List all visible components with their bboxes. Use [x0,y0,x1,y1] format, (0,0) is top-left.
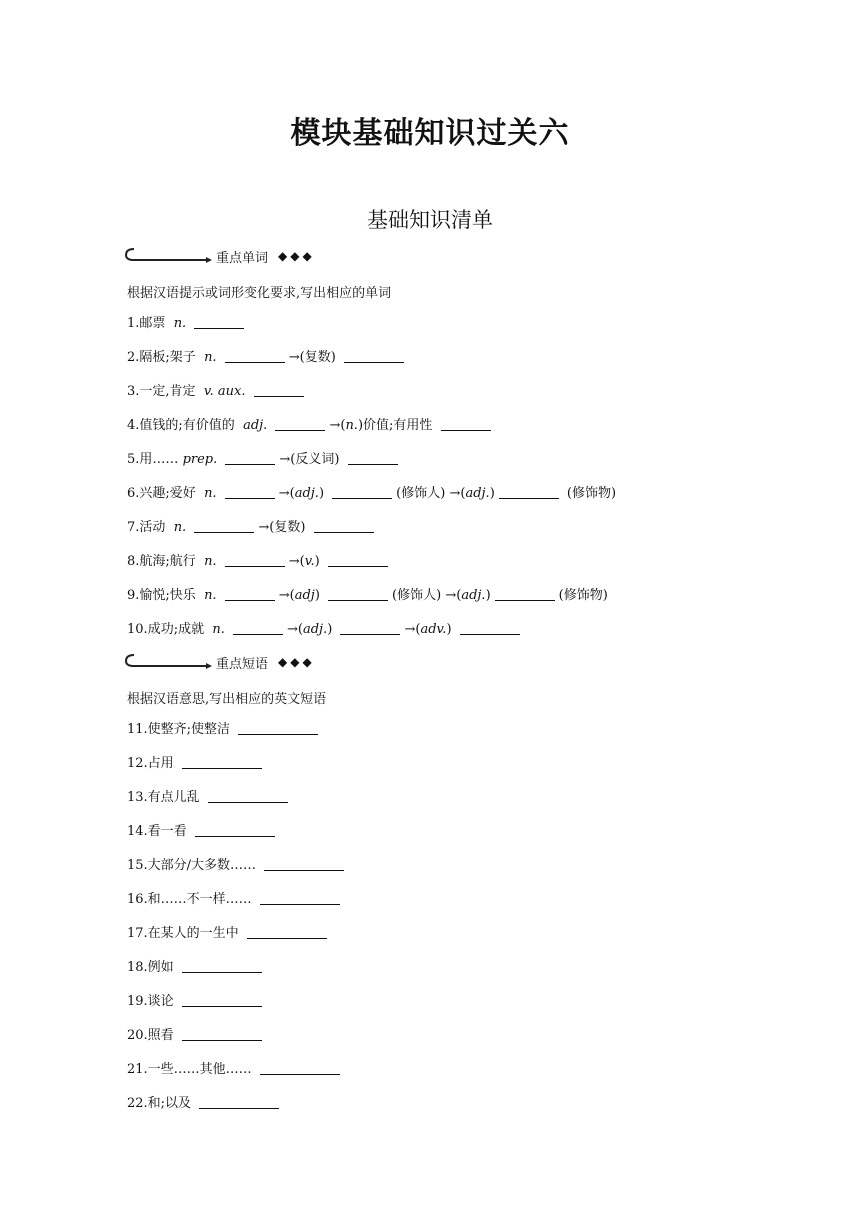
word-item-1: 1.邮票 n. [127,314,248,334]
answer-blank[interactable] [328,586,388,601]
word-item-7: 7.活动 n. →(复数) [127,518,378,538]
answer-blank[interactable] [254,382,304,397]
phrase-item-11: 11.使整齐;使整洁 [127,720,322,740]
phrase-item-20: 20.照看 [127,1026,266,1046]
answer-blank[interactable] [441,416,491,431]
answer-blank[interactable] [225,586,275,601]
answer-blank[interactable] [332,484,392,499]
answer-blank[interactable] [225,484,275,499]
answer-blank[interactable] [225,450,275,465]
section-arrow-icon [124,652,214,672]
phrase-item-21: 21.一些……其他…… [127,1060,344,1080]
page-title: 模块基础知识过关六 [290,116,570,151]
diamond-icons: ◆◆◆ [278,655,315,669]
phrase-item-17: 17.在某人的一生中 [127,924,331,944]
answer-blank[interactable] [314,518,374,533]
answer-blank[interactable] [340,620,400,635]
phrase-item-16: 16.和……不一样…… [127,890,344,910]
phrase-item-13: 13.有点儿乱 [127,788,292,808]
phrase-item-12: 12.占用 [127,754,266,774]
section-instruction: 根据汉语意思,写出相应的英文短语 [127,692,327,707]
answer-blank[interactable] [344,348,404,363]
answer-blank[interactable] [260,1060,340,1075]
answer-blank[interactable] [233,620,283,635]
diamond-icons: ◆◆◆ [278,249,315,263]
phrase-item-19: 19.谈论 [127,992,266,1012]
answer-blank[interactable] [225,552,285,567]
section-label: 重点短语 [216,656,269,672]
answer-blank[interactable] [195,822,275,837]
word-item-9: 9.愉悦;快乐 n. →(adj) (修饰人) →(adj.) (修饰物) [127,588,608,603]
answer-blank[interactable] [328,552,388,567]
word-item-2: 2.隔板;架子 n. →(复数) [127,348,408,368]
answer-blank[interactable] [194,314,244,329]
answer-blank[interactable] [264,856,344,871]
page-subtitle: 基础知识清单 [367,208,493,232]
word-item-10: 10.成功;成就 n. →(adj.) →(adv.) [127,620,524,640]
answer-blank[interactable] [495,586,555,601]
word-item-5: 5.用…… prep. →(反义词) [127,450,402,470]
answer-blank[interactable] [182,754,262,769]
answer-blank[interactable] [208,788,288,803]
section-arrow-icon [124,246,214,266]
answer-blank[interactable] [260,890,340,905]
phrase-item-15: 15.大部分/大多数…… [127,856,348,876]
phrase-item-14: 14.看一看 [127,822,279,842]
section-label: 重点单词 [216,250,269,266]
answer-blank[interactable] [199,1094,279,1109]
phrase-item-18: 18.例如 [127,958,266,978]
answer-blank[interactable] [225,348,285,363]
word-item-8: 8.航海;航行 n. →(v.) [127,552,392,572]
phrase-item-22: 22.和;以及 [127,1094,283,1114]
answer-blank[interactable] [275,416,325,431]
section-header-words [124,246,315,266]
answer-blank[interactable] [182,1026,262,1041]
word-item-4: 4.值钱的;有价值的 adj. →(n.)价值;有用性 [127,416,495,436]
answer-blank[interactable] [348,450,398,465]
answer-blank[interactable] [182,992,262,1007]
answer-blank[interactable] [238,720,318,735]
answer-blank[interactable] [460,620,520,635]
section-instruction: 根据汉语提示或词形变化要求,写出相应的单词 [127,286,392,301]
answer-blank[interactable] [182,958,262,973]
answer-blank[interactable] [499,484,559,499]
word-item-3: 3.一定,肯定 v. aux. [127,382,308,402]
answer-blank[interactable] [247,924,327,939]
word-item-6: 6.兴趣;爱好 n. →(adj.) (修饰人) →(adj.) (修饰物) [127,486,617,501]
section-header-phrases [124,652,315,672]
answer-blank[interactable] [194,518,254,533]
